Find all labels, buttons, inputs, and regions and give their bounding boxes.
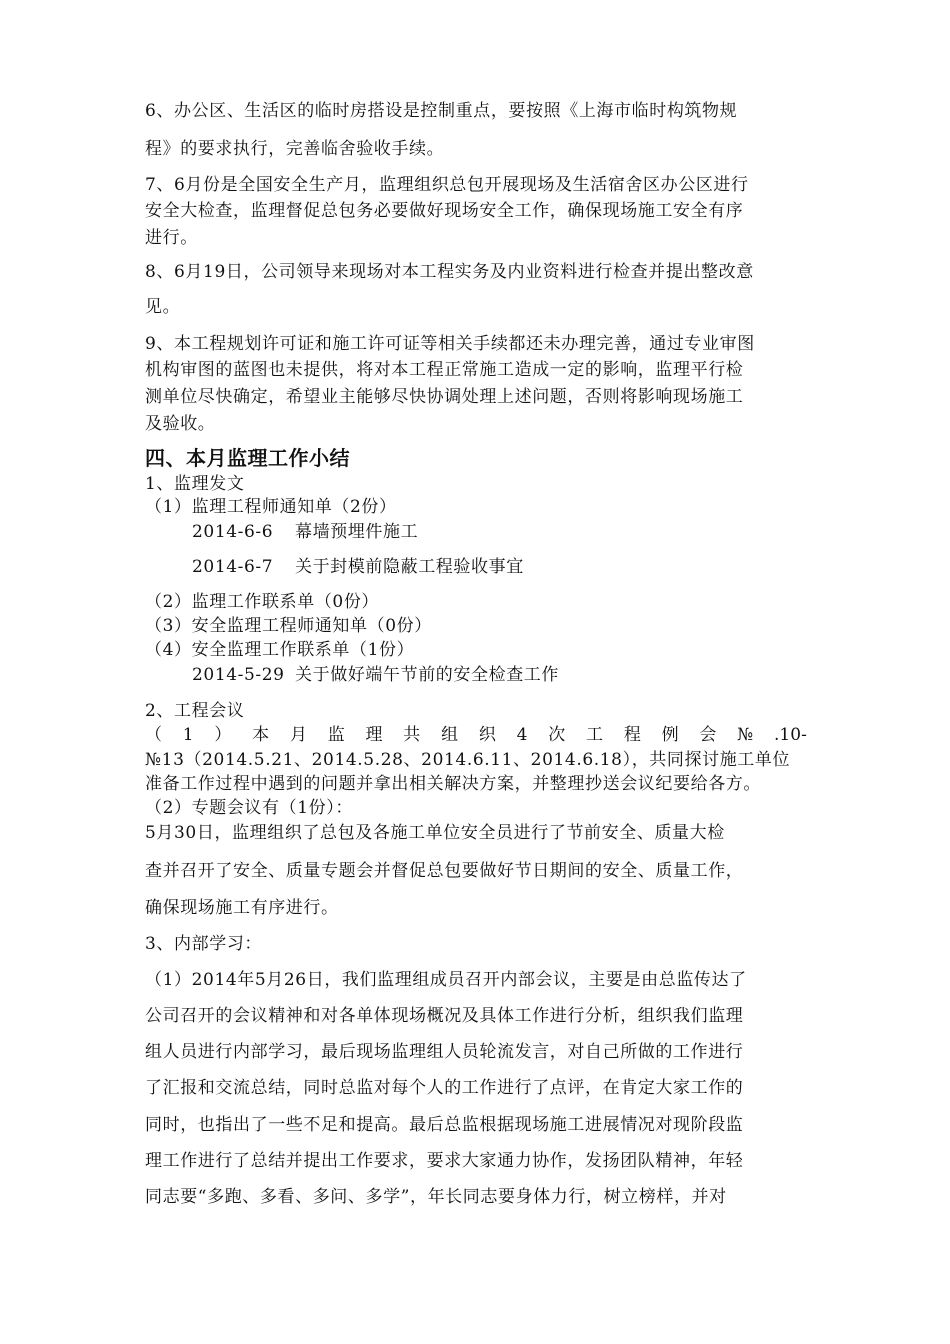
justified-glyph: 会 bbox=[699, 725, 717, 745]
meeting-paragraph-line-1 bbox=[145, 725, 807, 745]
justified-glyph: ） bbox=[214, 725, 232, 745]
special-meeting-line-1: 5月30日，监理组织了总包及各施工单位安全员进行了节前安全、质量大检 bbox=[145, 823, 725, 843]
notice-row bbox=[192, 522, 418, 542]
justified-glyph: 4 bbox=[516, 725, 528, 745]
notice-subject: 幕墙预埋件施工 bbox=[295, 522, 419, 542]
study-line-1: （1）2014年5月26日，我们监理组成员召开内部会议，主要是由总监传达了 bbox=[145, 970, 747, 990]
item-8-line-2: 见。 bbox=[145, 297, 181, 317]
section-heading: 四、本月监理工作小结 bbox=[145, 446, 350, 470]
notice-subject: 关于做好端午节前的安全检查工作 bbox=[295, 665, 559, 685]
justified-glyph: （ bbox=[145, 725, 162, 745]
notice-type-2: （2）监理工作联系单（0份） bbox=[145, 592, 380, 612]
study-line-3: 组人员进行内部学习，最后现场监理组人员轮流发言，对自己所做的工作进行 bbox=[145, 1042, 744, 1062]
justified-glyph: 程 bbox=[623, 725, 641, 745]
justified-glyph: 监 bbox=[327, 725, 345, 745]
item-9-line-3: 测单位尽快确定，希望业主能够尽快协调处理上述问题，否则将影响现场施工 bbox=[145, 387, 744, 407]
special-meeting-line-2: 查并召开了安全、质量专题会并督促总包要做好节日期间的安全、质量工作， bbox=[145, 861, 744, 881]
subsection-title-2: 2、工程会议 bbox=[145, 701, 245, 721]
item-9-line-4: 及验收。 bbox=[145, 414, 216, 434]
notice-type-4: （4）安全监理工作联系单（1份） bbox=[145, 640, 415, 660]
justified-glyph: 组 bbox=[441, 725, 459, 745]
meeting-paragraph-line-3: 准备工作过程中遇到的问题并拿出相关解决方案，并整理抄送会议纪要给各方。 bbox=[145, 774, 761, 794]
justified-glyph: 本 bbox=[252, 725, 270, 745]
notice-row bbox=[192, 665, 559, 685]
special-meeting-line-3: 确保现场施工有序进行。 bbox=[145, 898, 339, 918]
item-8-line-1: 8、6月19日，公司领导来现场对本工程实务及内业资料进行检查并提出整改意 bbox=[145, 262, 754, 282]
study-line-2: 公司召开的会议精神和对各单体现场概况及具体工作进行分析，组织我们监理 bbox=[145, 1006, 744, 1026]
justified-glyph: 织 bbox=[478, 725, 496, 745]
notice-date: 2014-5-29 bbox=[192, 665, 285, 685]
justified-glyph: 理 bbox=[365, 725, 383, 745]
notice-type-1: （1）监理工程师通知单（2份） bbox=[145, 497, 397, 517]
item-7-line-2: 安全大检查，监理督促总包务必要做好现场安全工作，确保现场施工安全有序 bbox=[145, 201, 744, 221]
study-line-6: 理工作进行了总结并提出工作要求，要求大家通力协作，发扬团队精神，年轻 bbox=[145, 1151, 744, 1171]
item-9-line-1: 9、本工程规划许可证和施工许可证等相关手续都还未办理完善，通过专业审图 bbox=[145, 334, 755, 354]
notice-date: 2014-6-7 bbox=[192, 557, 274, 577]
justified-glyph: 例 bbox=[661, 725, 679, 745]
justified-glyph: 月 bbox=[289, 725, 307, 745]
item-7-line-3: 进行。 bbox=[145, 228, 198, 248]
item-6-line-1: 6、办公区、生活区的临时房搭设是控制重点，要按照《上海市临时构筑物规 bbox=[145, 101, 738, 121]
meeting-paragraph-line-2: №13（2014.5.21、2014.5.28、2014.6.11、2014.6.18），共同探讨施工单位 bbox=[145, 750, 791, 770]
notice-date: 2014-6-6 bbox=[192, 522, 274, 542]
study-line-7: 同志要“多跑、多看、多问、多学”，年长同志要身体力行，树立榜样，并对 bbox=[145, 1187, 727, 1207]
justified-glyph: .10- bbox=[774, 725, 807, 745]
justified-glyph: 1 bbox=[182, 725, 194, 745]
justified-glyph: 次 bbox=[548, 725, 566, 745]
justified-glyph: 共 bbox=[403, 725, 421, 745]
notice-subject: 关于封模前隐蔽工程验收事宜 bbox=[295, 557, 524, 577]
item-7-line-1: 7、6月份是全国安全生产月，监理组织总包开展现场及生活宿舍区办公区进行 bbox=[145, 175, 749, 195]
study-line-4: 了汇报和交流总结，同时总监对每个人的工作进行了点评，在肯定大家工作的 bbox=[145, 1078, 744, 1098]
notice-row bbox=[192, 557, 524, 577]
item-6-line-2: 程》的要求执行，完善临舍验收手续。 bbox=[145, 139, 445, 159]
justified-glyph: № bbox=[737, 725, 754, 745]
subsection-title-1: 1、监理发文 bbox=[145, 474, 245, 494]
subsection-title-3: 3、内部学习： bbox=[145, 934, 263, 954]
item-9-line-2: 机构审图的蓝图也未提供，将对本工程正常施工造成一定的影响，监理平行检 bbox=[145, 360, 744, 380]
notice-type-3: （3）安全监理工程师通知单（0份） bbox=[145, 616, 432, 636]
justified-glyph: 工 bbox=[586, 725, 604, 745]
study-line-5: 同时，也指出了一些不足和提高。最后总监根据现场施工进展情况对现阶段监 bbox=[145, 1115, 744, 1135]
special-meeting-title: （2）专题会议有（1份）： bbox=[145, 798, 353, 818]
